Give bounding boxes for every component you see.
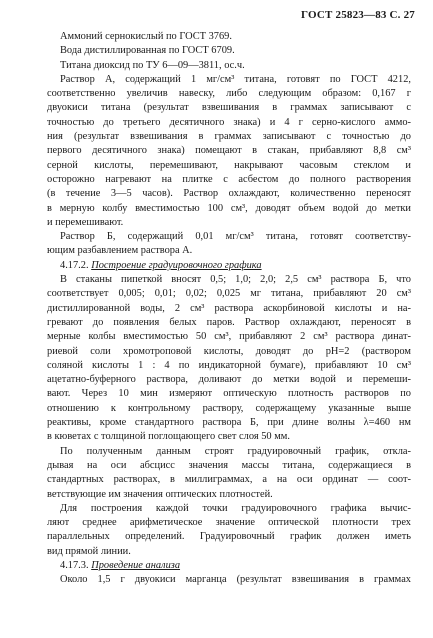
text-line: соляной кислоты 1 : 4 по индикаторной бумаге), прибавляют 10 см³ [47, 359, 411, 371]
text-line: первого десятичного знака) помещают в стакан, прибавляют 8,8 см³ [47, 145, 411, 157]
text-line: вают. Через 10 мин измеряют оптическую плотность растворов по [47, 388, 411, 400]
section-title: Проведение анализа [91, 559, 181, 571]
page-header: ГОСТ 25823—83 С. 27 [301, 9, 415, 21]
text-line: Раствор А, содержащий 1 мг/см³ титана, готовят по ГОСТ 4212, [60, 73, 411, 85]
text-line: стандартных растворах, в миллиграммах, а на оси ординат — соот- [47, 474, 411, 486]
text-line: соответствует 0,005; 0,01; 0,02; 0,025 мг титана, прибавляют 20 см³ [47, 288, 411, 300]
text-line: вид прямой линии. [47, 545, 131, 557]
text-line: (в течение 3—5 часов). Раствор охлаждают, количественно переносят [47, 188, 411, 200]
text-line: ацетатно-буферного раствора, доливают до метки водой и перемеши- [47, 374, 411, 386]
section-heading [47, 559, 411, 573]
text-line: дистиллированной воды, 2 см³ раствора аскорбиновой кислоты и на- [47, 302, 411, 314]
section-number: 4.17.2. [60, 259, 89, 271]
text-line: Аммоний сернокислый по ГОСТ 3769. [60, 31, 232, 42]
text-line: Для построения каждой точки градуировочного графика вычис- [60, 502, 411, 514]
text-line: Титана диоксид по ТУ 6—09—3811, ос.ч. [60, 59, 245, 71]
text-line: ляют среднее арифметическое значение оптической плотности трех [47, 517, 411, 529]
text-line: гревают до появления белых паров. Раствор охлаждают, переносят в [47, 316, 411, 328]
text-line: двуокиси титана (результат взвешивания в граммах записывают с [47, 102, 411, 114]
text-line: отношению к контрольному раствору, содержащему указанные выше [47, 402, 411, 414]
text-line: реактивы, кроме стандартного раствора Б, при длине волны λ=460 нм [47, 417, 411, 429]
text-line: и перемешивают. [47, 216, 124, 228]
text-line: серной кислоты, перемешивают, накрывают часовым стеклом и [47, 159, 411, 171]
section-number: 4.17.3. [60, 559, 89, 571]
text-line: Около 1,5 г двуокиси марганца (результат взвешивания в граммах [60, 574, 411, 586]
text-line: ветствующие им значения оптических плотностей. [47, 488, 273, 500]
section-heading [47, 259, 411, 273]
text-line: ния (результат взвешивания в граммах записывают с точностью до [47, 131, 411, 143]
document-body [47, 30, 411, 588]
text-line: соответственно увеличив навеску, либо следующим образом: 0,167 г [47, 88, 411, 100]
text-line: риевой соли хромотроповой кислоты, доводят до pH=2 (раствором [47, 345, 411, 357]
text-line: ющим разбавлением раствора А. [47, 245, 193, 257]
text-line: мерные колбы вместимостью 50 см³, прибавляют 2 см³ раствора динат- [47, 331, 411, 343]
text-line: осторожно нагревают на плитке с асбестом до полного растворения [47, 173, 411, 185]
text-line: в кюветах с толщиной поглощающего свет слоя 50 мм. [47, 431, 290, 443]
text-line: По полученным данным строят градуировочный график, откла- [60, 445, 411, 457]
text-line: Раствор Б, содержащий 0,01 мг/см³ титана, готовят соответству- [60, 231, 411, 243]
text-line: В стаканы пипеткой вносят 0,5; 1,0; 2,0; 2,5 см³ раствора Б, что [60, 274, 411, 286]
text-line: параллельных определений. Градуировочный график должен иметь [47, 531, 411, 543]
text-line: дывая на оси абсцисс значения массы титана, содержащиеся в [47, 459, 411, 471]
text-line: в мерную колбу вместимостью 100 см³, доводят объем водой до метки [47, 202, 411, 214]
text-line: Вода дистиллированная по ГОСТ 6709. [60, 45, 235, 57]
text-line: точностью до третьего десятичного знака) и 4 г серно-кислого аммо- [47, 116, 411, 128]
section-title: Построение градуировочного графика [91, 259, 262, 271]
